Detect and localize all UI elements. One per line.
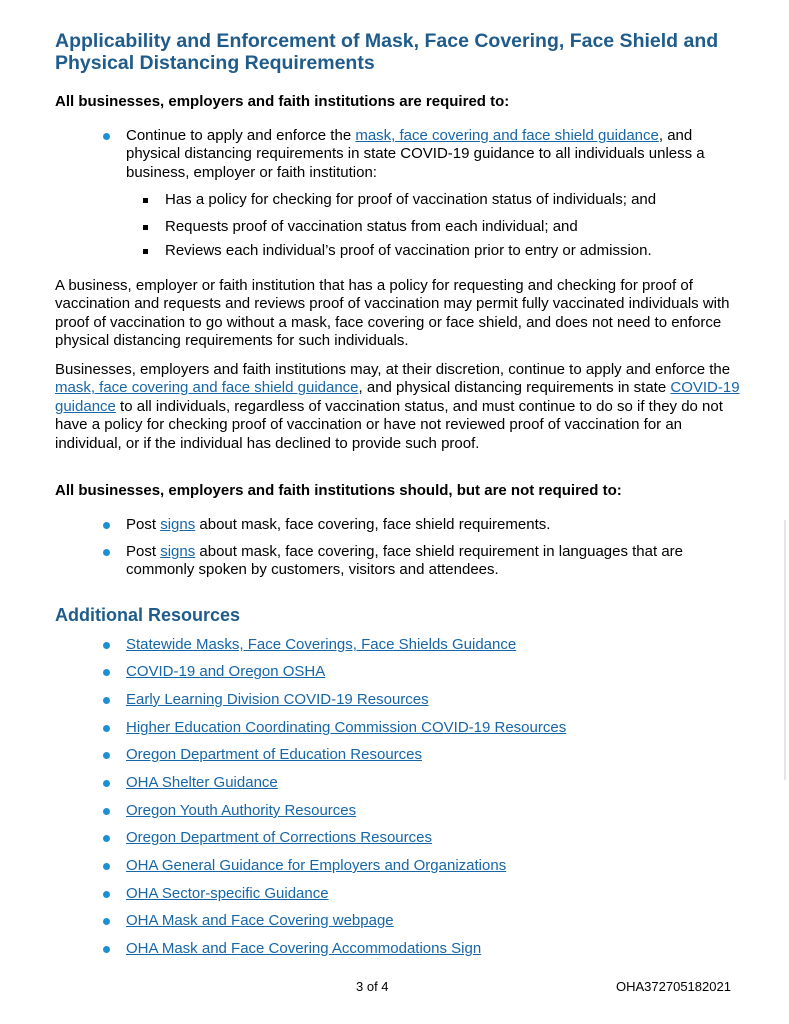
resource-link[interactable]: OHA Mask and Face Covering Accommodations Sign (126, 940, 482, 957)
covid-guidance-link[interactable]: COVID-19 guidance (55, 379, 740, 415)
paragraph-text-part: to all individuals, regardless of vaccination status, and must continue to do so if they do not have a policy for checking proof of vaccination or have not reviewed proof of vaccination for an individual, or if the individual has declined to provide such proof. (55, 397, 723, 452)
bullet-icon (103, 725, 110, 732)
bullet-text-part: , and physical distancing requirements in state COVID-19 guidance to all individuals unless a business, employer or faith institution: (126, 127, 705, 181)
resource-link[interactable]: Higher Education Coordinating Commission COVID-19 Resources (126, 719, 567, 736)
bullet-icon (103, 808, 110, 815)
vaccination-paragraph: A business, employer or faith institution that has a policy for requesting and checking for proof of vaccination and requests and reviews proof of vaccination may permit fully vaccinated individuals with proof of vaccination to go without a mask, face covering or face shield, and does not need to enforce physical distancing requirements for such individuals. (55, 277, 730, 350)
bullet-text (126, 516, 736, 534)
bullet-text (126, 127, 736, 182)
mask-guidance-link[interactable]: mask, face covering and face shield guidance (355, 127, 659, 144)
resource-link[interactable]: OHA General Guidance for Employers and Organizations (126, 857, 507, 874)
sub-item-text: Has a policy for checking for proof of vaccination status of individuals; and (165, 191, 657, 208)
resource-link[interactable]: Oregon Department of Education Resources (126, 746, 422, 763)
resource-link[interactable]: OHA Mask and Face Covering webpage (126, 912, 394, 929)
bullet-icon (103, 891, 110, 898)
resource-link[interactable]: OHA Shelter Guidance (126, 774, 278, 791)
resources-heading: Additional Resources (55, 605, 241, 625)
bullet-icon (103, 918, 110, 925)
page-number: 3 of 4 (356, 979, 389, 994)
square-bullet-icon (143, 198, 148, 203)
bullet-icon (103, 752, 110, 759)
square-bullet-icon (143, 249, 148, 254)
bullet-icon (103, 780, 110, 787)
bullet-icon (103, 642, 110, 649)
resource-link[interactable]: Early Learning Division COVID-19 Resources (126, 691, 429, 708)
resource-link[interactable]: Oregon Youth Authority Resources (126, 802, 357, 819)
bullet-text-part: Post (126, 543, 161, 560)
sub-item-text: Reviews each individual’s proof of vaccination prior to entry or admission. (165, 242, 652, 259)
document-id: OHA372705182021 (616, 979, 731, 994)
resource-link[interactable]: Statewide Masks, Face Coverings, Face Shields Guidance (126, 636, 517, 653)
bullet-text-part: about mask, face covering, face shield requirements. (195, 516, 551, 533)
paragraph-text-part: Businesses, employers and faith institutions may, at their discretion, continue to apply and enforce the (55, 361, 731, 378)
resource-link[interactable]: OHA Sector-specific Guidance (126, 885, 329, 902)
bullet-text-part: about mask, face covering, face shield requirement in languages that are commonly spoken by customers, visitors and attendees. (126, 543, 684, 579)
bullet-icon (103, 549, 110, 556)
required-heading: All businesses, employers and faith institutions are required to: (55, 93, 510, 110)
bullet-text-part: Post (126, 516, 161, 533)
bullet-text (126, 543, 736, 580)
bullet-icon (103, 863, 110, 870)
bullet-text-part: Continue to apply and enforce the (126, 127, 356, 144)
bullet-icon (103, 835, 110, 842)
discretion-paragraph (55, 361, 745, 453)
signs-link[interactable]: signs (160, 516, 196, 533)
bullet-icon (103, 697, 110, 704)
signs-link[interactable]: signs (160, 543, 196, 560)
bullet-icon (103, 133, 110, 140)
bullet-icon (103, 669, 110, 676)
bullet-icon (103, 522, 110, 529)
mask-guidance-link[interactable]: mask, face covering and face shield guidance (55, 379, 359, 397)
paragraph-text-part: , and physical distancing requirements in state (358, 379, 671, 397)
page-title: Applicability and Enforcement of Mask, Face Covering, Face Shield and Physical Distancing Requirements (55, 30, 719, 74)
optional-heading: All businesses, employers and faith institutions should, but are not required to: (55, 482, 622, 499)
resource-link[interactable]: Oregon Department of Corrections Resources (126, 829, 432, 846)
resource-link[interactable]: COVID-19 and Oregon OSHA (126, 663, 326, 680)
bullet-icon (103, 946, 110, 953)
square-bullet-icon (143, 225, 148, 230)
sub-item-text: Requests proof of vaccination status from each individual; and (165, 218, 578, 235)
page-edge-divider (784, 520, 786, 780)
